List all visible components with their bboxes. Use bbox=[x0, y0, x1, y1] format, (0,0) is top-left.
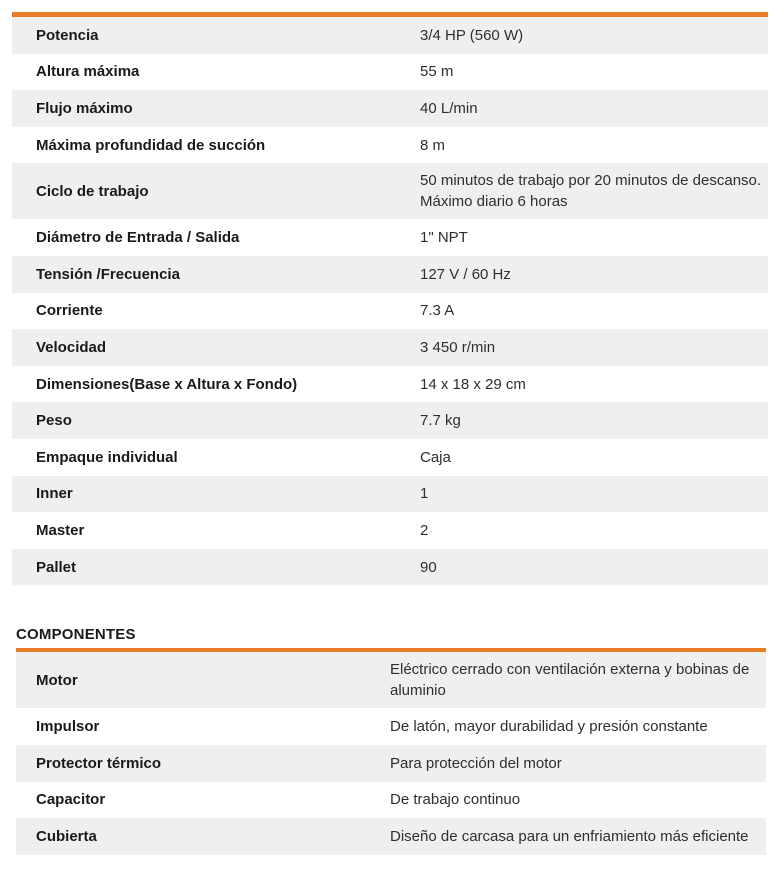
componentes-value: Eléctrico cerrado con ventilación externa y bobinas de aluminio bbox=[390, 661, 750, 700]
spec-label: Empaque individual bbox=[36, 448, 178, 466]
componentes-value: Diseño de carcasa para un enfriamiento más eficiente bbox=[390, 827, 749, 845]
componentes-label: Motor bbox=[36, 671, 78, 689]
spec-label: Diámetro de Entrada / Salida bbox=[36, 229, 240, 247]
spec-row-empaque bbox=[12, 439, 768, 476]
componentes-row-capacitor bbox=[16, 782, 766, 819]
spec-row-altura-maxima bbox=[12, 54, 768, 91]
spec-label: Velocidad bbox=[36, 338, 107, 356]
spec-row-peso bbox=[12, 402, 768, 439]
componentes-label: Cubierta bbox=[36, 827, 97, 845]
spec-value: 40 L/min bbox=[420, 99, 478, 117]
spec-row-tension-frecuencia bbox=[12, 256, 768, 293]
spec-value: 55 m bbox=[420, 63, 454, 81]
componentes-row-cubierta bbox=[16, 818, 766, 855]
componentes-row-impulsor bbox=[16, 708, 766, 745]
spec-label: Dimensiones(Base x Altura x Fondo) bbox=[36, 375, 298, 393]
spec-value: 3 450 r/min bbox=[420, 338, 496, 356]
spec-value: Caja bbox=[420, 448, 451, 466]
spec-row-ciclo-trabajo bbox=[12, 163, 768, 219]
spec-row-corriente bbox=[12, 293, 768, 330]
componentes-label: Impulsor bbox=[36, 718, 100, 736]
spec-label: Peso bbox=[36, 412, 72, 430]
spec-value: 7.7 kg bbox=[420, 412, 461, 430]
spec-label: Máxima profundidad de succión bbox=[36, 136, 266, 154]
componentes-value: De trabajo continuo bbox=[390, 791, 521, 809]
spec-row-profundidad-succion bbox=[12, 127, 768, 164]
componentes-table bbox=[16, 648, 766, 854]
componentes-value: Para protección del motor bbox=[390, 754, 562, 772]
spec-value: 3/4 HP (560 W) bbox=[420, 26, 524, 44]
spec-row-velocidad bbox=[12, 329, 768, 366]
spec-label: Potencia bbox=[36, 26, 99, 44]
componentes-value: De latón, mayor durabilidad y presión constante bbox=[390, 718, 708, 736]
spec-label: Master bbox=[36, 521, 85, 539]
spec-value: 90 bbox=[420, 558, 437, 576]
componentes-heading: COMPONENTES bbox=[16, 626, 136, 644]
spec-row-flujo-maximo bbox=[12, 90, 768, 127]
spec-label: Pallet bbox=[36, 558, 77, 576]
spec-value: 1" NPT bbox=[420, 229, 468, 247]
componentes-row-protector-termico bbox=[16, 745, 766, 782]
spec-value: 14 x 18 x 29 cm bbox=[420, 375, 526, 393]
spec-label: Inner bbox=[36, 485, 73, 503]
spec-label: Corriente bbox=[36, 302, 103, 320]
spec-value: 8 m bbox=[420, 136, 446, 154]
spec-row-dimensiones bbox=[12, 366, 768, 403]
spec-value: 7.3 A bbox=[420, 302, 455, 320]
spec-row-inner bbox=[12, 476, 768, 513]
spec-row-diametro bbox=[12, 219, 768, 256]
spec-row-pallet bbox=[12, 549, 768, 586]
componentes-row-motor bbox=[16, 652, 766, 708]
spec-value: 1 bbox=[420, 485, 429, 503]
componentes-label: Protector térmico bbox=[36, 754, 162, 772]
spec-row-master bbox=[12, 512, 768, 549]
spec-label: Tensión /Frecuencia bbox=[36, 265, 180, 283]
spec-label: Altura máxima bbox=[36, 63, 140, 81]
spec-row-potencia bbox=[12, 17, 768, 54]
spec-value: 127 V / 60 Hz bbox=[420, 265, 511, 283]
spec-label: Ciclo de trabajo bbox=[36, 182, 149, 200]
spec-table bbox=[12, 12, 768, 585]
spec-value: 2 bbox=[420, 521, 429, 539]
spec-value: 50 minutos de trabajo por 20 minutos de descanso. Máximo diario 6 horas bbox=[420, 172, 762, 211]
componentes-label: Capacitor bbox=[36, 791, 106, 809]
spec-label: Flujo máximo bbox=[36, 99, 133, 117]
